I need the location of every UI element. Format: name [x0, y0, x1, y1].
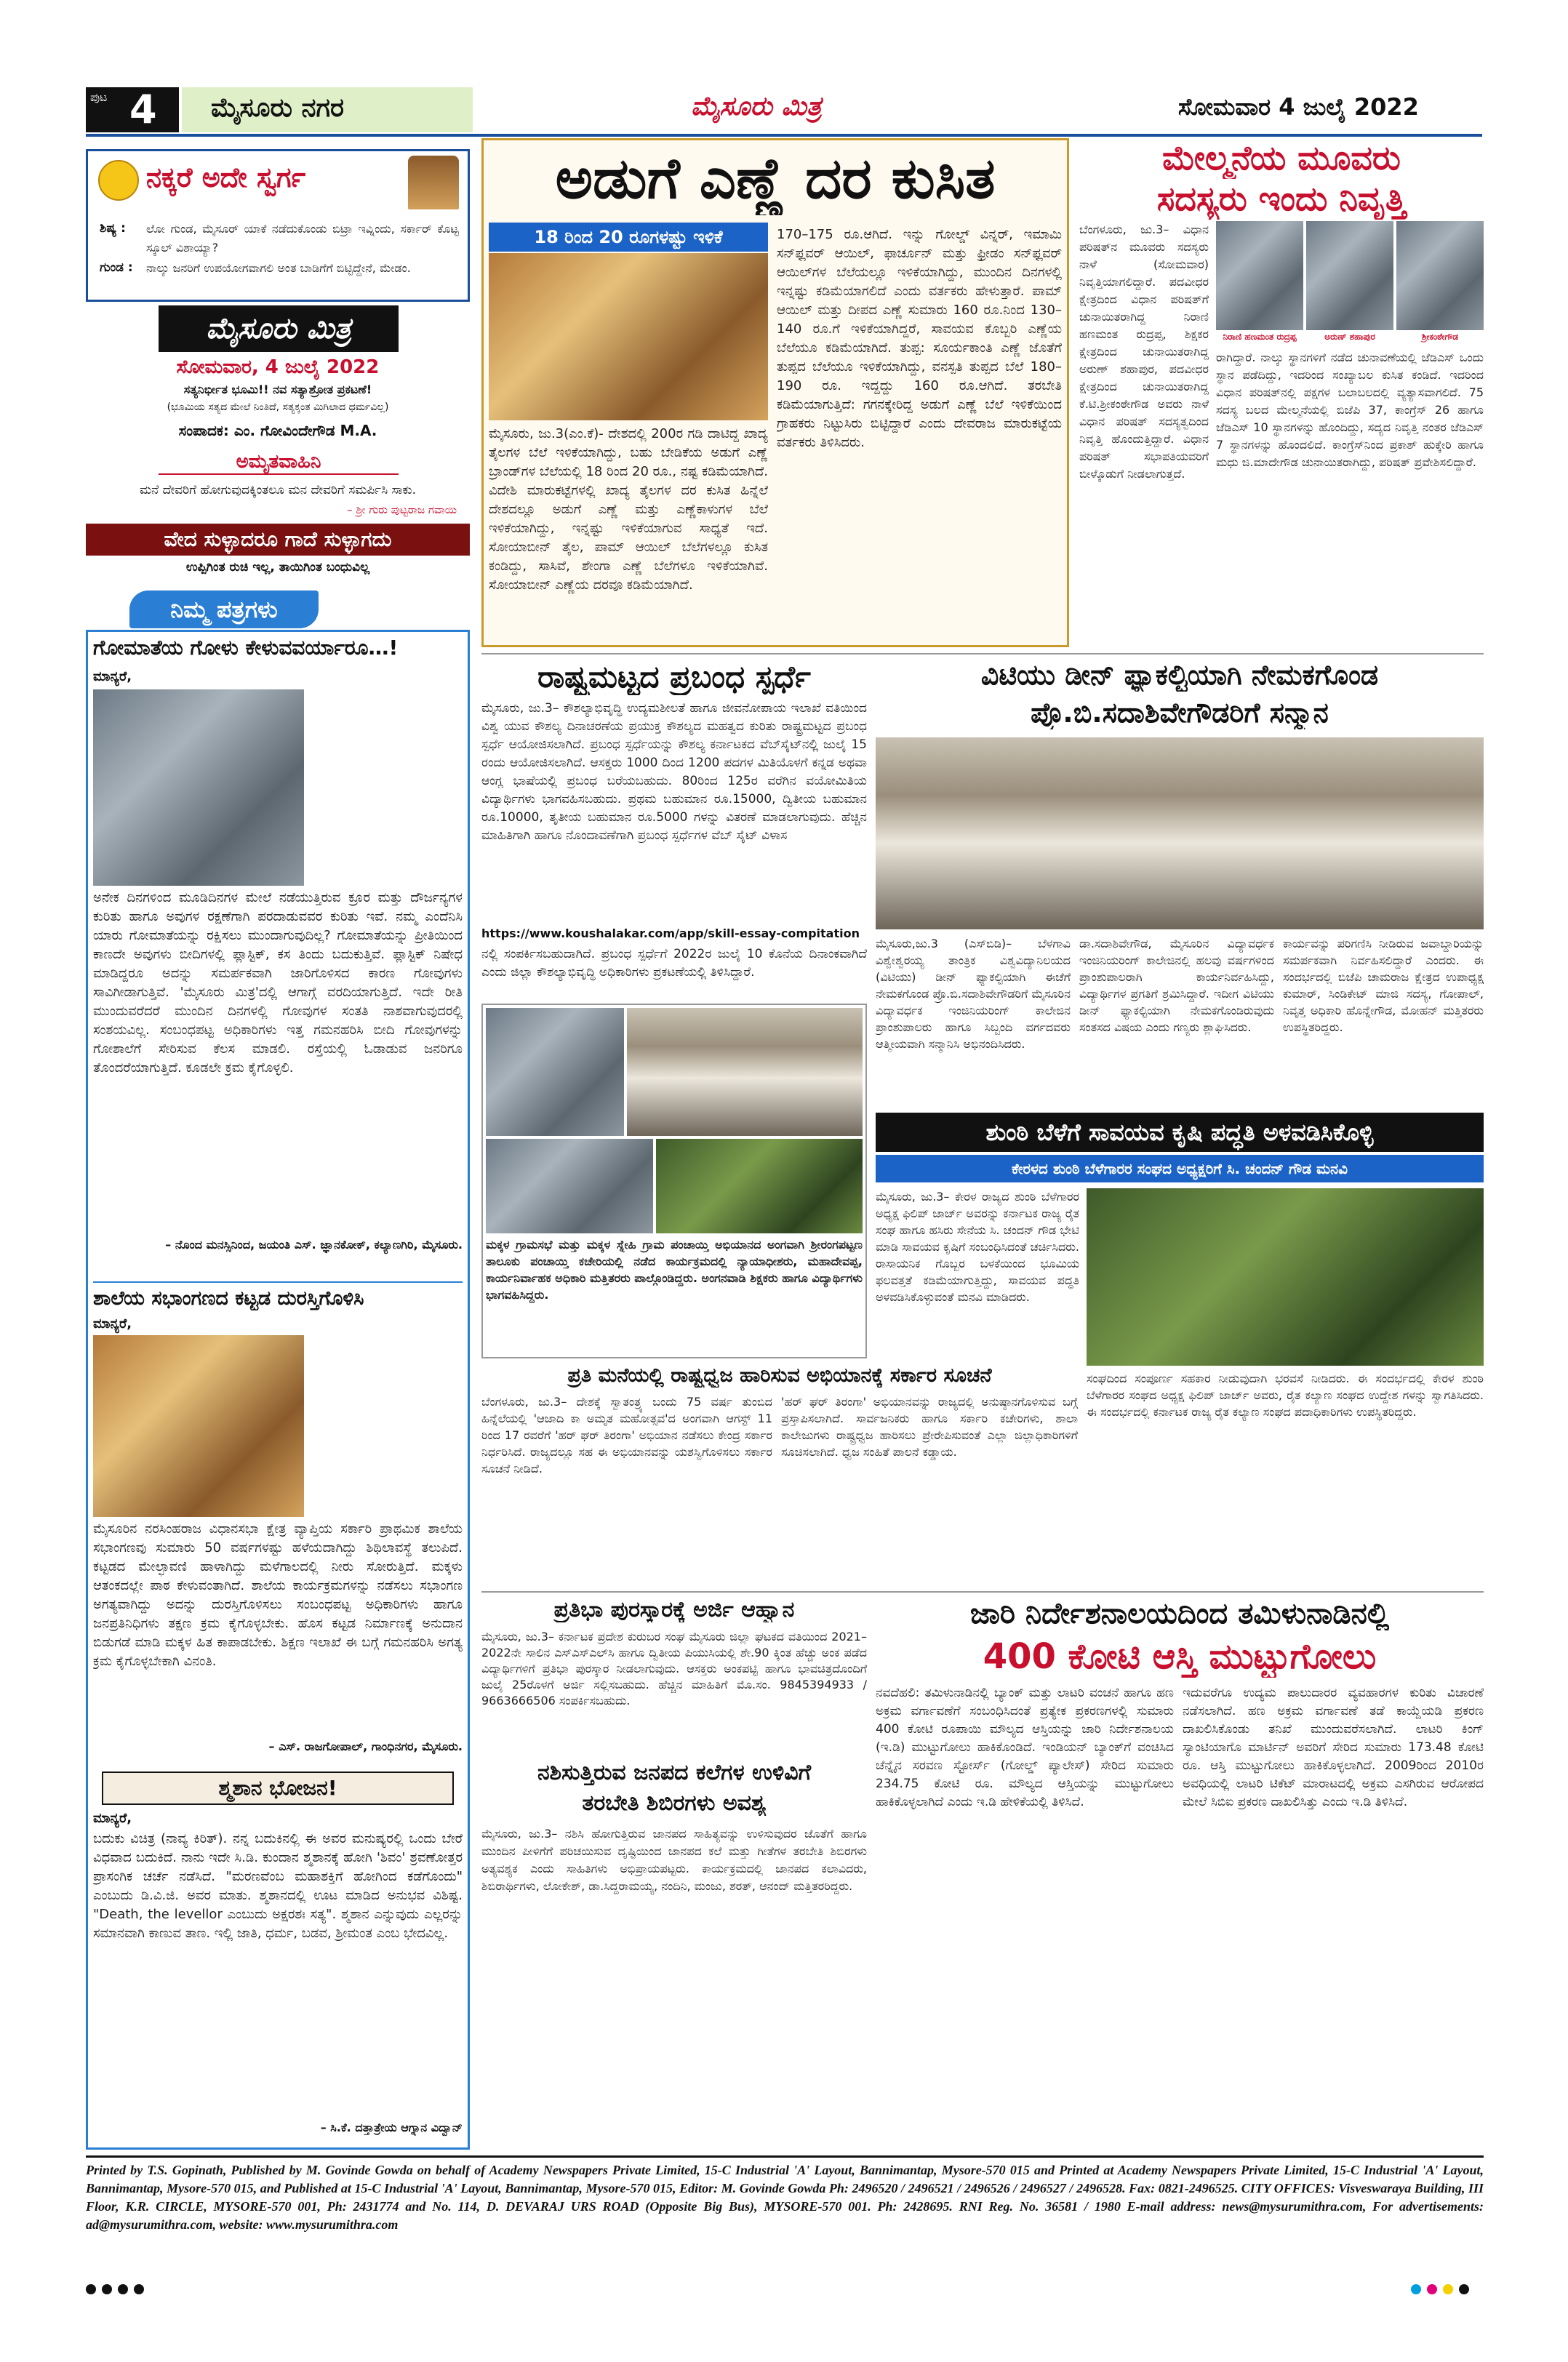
registration-dots-right — [1411, 2283, 1475, 2297]
vtu-col3: ಕಾರ್ಯವನ್ನು ಪರಿಗಣಿಸಿ ನೀಡಿರುವ ಜವಾಬ್ದಾರಿಯನ್ನು ಸಮರ್ಪಕವಾಗಿ ನಿರ್ವಹಿಸಲಿದ್ದಾರೆ ಎಂದರು. ಈ ಸಂದರ್ಭದಲ್ಲಿ ಬಿಜೆಪಿ ಚಾಮರಾಜ ಕ್ಷೇತ್ರದ ಉಪಾಧ್ಯಕ್ಷ ಕುಮಾರ್, ಸಿಂಡಿಕೇಟ್ ಮಾಜಿ ಸದಸ್ಯ, ಗೋಪಾಲ್, ನಿವೃತ್ತ ಅಧಿಕಾರಿ ಹೊನ್ನೇಗೌಡ, ಮೋಹನ್ ಮತ್ತಿತರರು ಉಪಸ್ಥಿತರಿದ್ದರು. — [1283, 937, 1484, 1034]
footer-imprint: Printed by T.S. Gopinath, Published by M. Govinde Gowda on behalf of Academy Newspapers Private Limited, 15-C Industrial 'A' Layout, Bannimantap, Mysore-570 015 and Printed at Academy Newspapers Private Limited, 15-C Industrial 'A' Layout, Bannimantap, Mysore-570 015, and Published at 15-C Industrial 'A' Layout, Bannimantap, Mysore-570 015, Editor: M. Govinde Gowda Ph: 2496520 / 2496521 / 2496526 / 2496527 / 2496528. Fax: 0821-2496525. CITY OFFICES: Visveswaraya Building, III Floor, K.R. CIRCLE, MYSORE-570 001, Ph: 2431774 and No. 114, D. DEVARAJ URS ROAD (Opposite Big Bus), MYSORE-570 001. Ph: 2428695. RNI Reg. No. 36581 / 1980 E-mail address: news@mysurumithra.com, For advertisements: ad@mysurumithra.com, website: www.mysurumithra.com — [86, 2163, 1484, 2232]
essay-url: https://www.koushalakar.com/app/skill-essay-compitation — [481, 926, 860, 940]
organic-col1: ಮೈಸೂರು, ಜು.3– ಕೇರಳ ರಾಜ್ಯದ ಶುಂಠಿ ಬೆಳೆಗಾರರ ಅಧ್ಯಕ್ಷ ಫಿಲಿಪ್ ಜಾರ್ಜ್ ಅವರನ್ನು ಕರ್ನಾಟಕ ರಾಜ್ಯ ರೈತ ಸಂಘ ಹಾಗೂ ಹಸಿರು ಸೇನೆಯ ಸಿ. ಚಂದನ್ ಗೌಡ ಭೇಟಿ ಮಾಡಿ ಸಾವಯವ ಕೃಷಿಗೆ ಸಂಬಂಧಿಸಿದಂತೆ ಚರ್ಚಿಸಿದರು. ರಾಸಾಯನಿಕ ಗೊಬ್ಬರ ಬಳಕೆಯಿಂದ ಭೂಮಿಯ ಫಲವತ್ತತೆ ಕಡಿಮೆಯಾಗುತ್ತಿದ್ದು, ಸಾವಯವ ಪದ್ಧತಿ ಅಳವಡಿಸಿಕೊಳ್ಳುವಂತೆ ಮನವಿ ಮಾಡಿದರು. — [876, 1190, 1079, 1304]
divider-mid-bottom — [481, 1591, 1484, 1593]
info-editor: ಸಂಪಾದಕ: ಎಂ. ಗೋವಿಂದೇಗೌಡ M.A. — [178, 422, 377, 439]
oil-col1: ಮೈಸೂರು, ಜು.3(ಎಂ.ಕೆ)- ದೇಶದಲ್ಲಿ 200ರ ಗಡಿ ದಾಟಿದ್ದ ಖಾದ್ಯ ತೈಲಗಳ ಬೆಲೆ ಇಳಿಕೆಯಾಗಿದ್ದು, ಬಹು ಬೇಡಿಕೆಯ ಅಡುಗೆ ಎಣ್ಣೆ ಬ್ರಾಂಡ್‌ಗಳ ಬೆಲೆಯಲ್ಲಿ 18 ರಿಂದ 20 ರೂ., ನಷ್ಟ ಕಡಿಮೆಯಾಗಿದೆ. ವಿದೇಶಿ ಮಾರುಕಟ್ಟೆಗಳಲ್ಲಿ ಖಾದ್ಯ ತೈಲಗಳ ದರ ಕುಸಿತ ಹಿನ್ನೆಲೆ ದೇಶದಲ್ಲೂ ಅಡುಗೆ ಎಣ್ಣೆ ಮತ್ತು ಎಣ್ಣೆಕಾಳುಗಳ ಬೆಲೆ ಇಳಿಕೆಯಾಗಿದ್ದು, ಇನ್ನಷ್ಟು ಇಳಿಕೆಯಾಗುವ ಸಾಧ್ಯತೆ ಇದೆ. ಸೋಯಾಬೀನ್ ತೈಲ, ಪಾಮ್ ಆಯಿಲ್ ಬೆಲೆಗಳಲ್ಲೂ ಕುಸಿತ ಕಂಡಿದ್ದು, ಸಾಸಿವೆ, ಶೇಂಗಾ ಎಣ್ಣೆ ಬೆಲೆಗಳೂ ಇಳಿಕೆಯಾಗಿವೆ. ಸೋಯಾಬೀನ್ ಎಣ್ಣೆಯ ದರವೂ ಕಡಿಮೆಯಾಗಿದೆ. — [489, 426, 768, 593]
page-number: 4 — [129, 87, 157, 132]
oil-headline: ಅಡುಗೆ ಎಣ್ಣೆ ದರ ಕುಸಿತ — [555, 146, 996, 212]
vtu-col2: ಡಾ.ಸದಾಶಿವೇಗೌಡ, ಮೈಸೂರಿನ ವಿದ್ಯಾವರ್ಧಕ ಇಂಜಿನಿಯರಿಂಗ್ ಕಾಲೇಜಿನಲ್ಲಿ ಹಲವು ವರ್ಷಗಳಿಂದ ಪ್ರಾಂಶುಪಾಲರಾಗಿ ಕಾರ್ಯನಿರ್ವಹಿಸಿದ್ದು, ವಿದ್ಯಾರ್ಥಿಗಳ ಪ್ರಗತಿಗೆ ಶ್ರಮಿಸಿದ್ದಾರೆ. ಇದೀಗ ವಿಟಿಯು ಡೀನ್ ಫ್ಯಾಕಲ್ಟಿಯಾಗಿ ನೇಮಕಗೊಂಡಿರುವುದು ಸಂತಸದ ವಿಷಯ ಎಂದು ಗಣ್ಯರು ಶ್ಲಾಘಿಸಿದರು. — [1079, 937, 1274, 1034]
ed-col1: ನವದೆಹಲಿ: ತಮಿಳುನಾಡಿನಲ್ಲಿ ಬ್ಯಾಂಕ್ ಮತ್ತು ಲಾಟರಿ ವಂಚನೆ ಹಾಗೂ ಹಣ ಅಕ್ರಮ ವರ್ಗಾವಣೆಗೆ ಸಂಬಂಧಿಸಿದಂತೆ ಪ್ರತ್ಯೇಕ ಪ್ರಕರಣಗಳಲ್ಲಿ ಸುಮಾರು 400 ಕೋಟಿ ರೂಪಾಯಿ ಮೌಲ್ಯದ ಆಸ್ತಿಯನ್ನು ಜಾರಿ ನಿರ್ದೇಶನಾಲಯ (ಇ.ಡಿ) ಮುಟ್ಟುಗೋಲು ಹಾಕಿಕೊಂಡಿದೆ. ಇಂಡಿಯನ್ ಬ್ಯಾಂಕ್‌ಗೆ ವಂಚಿಸಿದ ಚೆನ್ನೈನ ಸರವಣ ಸ್ಟೋರ್ಸ್ (ಗೋಲ್ಡ್ ಪ್ಯಾಲೇಸ್) ಸೇರಿದ ಸುಮಾರು 234.75 ಕೋಟಿ ರೂ. ಮೌಲ್ಯದ ಆಸ್ತಿಯನ್ನು ಮುಟ್ಟುಗೋಲು ಹಾಕಿಕೊಳ್ಳಲಾಗಿದೆ ಎಂದು ಇ.ಡಿ ಹೇಳಿಕೆಯಲ್ಲಿ ತಿಳಿಸಿದೆ. — [876, 1686, 1174, 1809]
vtu-headline-line1: ವಿಟಿಯು ಡೀನ್ ಫ್ಯಾಕಲ್ಟಿಯಾಗಿ ನೇಮಕಗೊಂಡ — [980, 659, 1379, 691]
letter2-salutation: ಮಾನ್ಯರೆ, — [93, 1316, 132, 1332]
letter3-headline: ಶ್ಮಶಾನ ಭೋಜನ! — [102, 1772, 454, 1805]
letter3-salutation: ಮಾನ್ಯರೆ, — [93, 1811, 132, 1826]
letter1-signature: – ನೊಂದ ಮನಸ್ಸಿನಿಂದ, ಜಯಂತಿ ಎಸ್. ಜ್ಞಾನಕೋಕ್, ಕಲ್ಯಾಣಗಿರಿ, ಮೈಸೂರು. — [165, 1238, 463, 1252]
collage-photo-1 — [486, 1008, 624, 1136]
letter1-headline: ಗೋಮಾತೆಯ ಗೋಳು ಕೇಳುವವರ್ಯಾರೂ…! — [93, 636, 399, 660]
page-number-box — [86, 87, 179, 132]
collage-photo-2 — [627, 1008, 863, 1136]
scarecrow-icon — [408, 156, 459, 209]
quote-title: ವೇದ ಸುಳ್ಳಾದರೂ ಗಾದೆ ಸುಳ್ಳಾಗದು — [86, 524, 470, 556]
collage-photo-4 — [656, 1139, 863, 1233]
letter2-building-photo — [93, 1335, 304, 1517]
flag-col2: 'ಹರ್ ಘರ್ ತಿರಂಗಾ' ಅಭಿಯಾನವನ್ನು ರಾಜ್ಯದಲ್ಲಿ ಅನುಷ್ಠಾನಗೊಳಿಸುವ ಬಗ್ಗೆ ಪ್ರಸ್ತಾಪಿಸಲಾಗಿದೆ. ಸಾರ್ವಜನಿಕರು ಹಾಗೂ ಸರ್ಕಾರಿ ಕಚೇರಿಗಳು, ಶಾಲಾ ಕಾಲೇಜುಗಳು ರಾಷ್ಟ್ರಧ್ವಜ ಹಾರಿಸಲು ಪ್ರೇರೇಪಿಸುವಂತೆ ಎಲ್ಲಾ ಜಿಲ್ಲಾಧಿಕಾರಿಗಳಿಗೆ ಸೂಚಿಸಲಾಗಿದೆ. ಧ್ವಜ ಸಂಹಿತೆ ಪಾಲನೆ ಕಡ್ಡಾಯ. — [781, 1395, 1078, 1459]
essay-body: ಮೈಸೂರು, ಜು.3– ಕೌಶಲ್ಯಾಭಿವೃದ್ಧಿ ಉದ್ಯಮಶೀಲತೆ ಹಾಗೂ ಜೀವನೋಪಾಯ ಇಲಾಖೆ ವತಿಯಿಂದ ವಿಶ್ವ ಯುವ ಕೌಶಲ್ಯ ದಿನಾಚರಣೆಯ ಪ್ರಯುಕ್ತ ಕೌಶಲ್ಯದ ಮಹತ್ವದ ಕುರಿತು ರಾಷ್ಟ್ರಮಟ್ಟದ ಪ್ರಬಂಧ ಸ್ಪರ್ಧೆ ಆಯೋಜಿಸಲಾಗಿದೆ. ಪ್ರಬಂಧ ಸ್ಪರ್ಧೆಯನ್ನು ಕೌಶಲ್ಯ ಕರ್ನಾಟಕದ ವೆಬ್‌ಸೈಟ್‌ನಲ್ಲಿ ಜುಲೈ 15 ರಂದು ಆಯೋಜಿಸಲಾಗಿದೆ. ಆಸಕ್ತರು 1000 ದಿಂದ 1200 ಪದಗಳ ಮಿತಿಯೊಳಗೆ ಕನ್ನಡ ಅಥವಾ ಆಂಗ್ಲ ಭಾಷೆಯಲ್ಲಿ ಪ್ರಬಂಧ ಬರೆಯಬಹುದು. 80ರಿಂದ 125ರ ವರೆಗಿನ ವಯೋಮಿತಿಯ ವಿದ್ಯಾರ್ಥಿಗಳು ಭಾಗವಹಿಸಬಹುದು. ಪ್ರಥಮ ಬಹುಮಾನ ರೂ.15000, ದ್ವಿತೀಯ ಬಹುಮಾನ ರೂ.10000, ತೃತೀಯ ಬಹುಮಾನ ರೂ.5000 ಗಳನ್ನು ವಿತರಣೆ ಮಾಡಲಾಗುವುದು. ಹೆಚ್ಚಿನ ಮಾಹಿತಿಗಾಗಿ ಹಾಗೂ ನೊಂದಾವಣೆಗಾಗಿ ಪ್ರಬಂಧ ಸ್ಪರ್ಧೆಗಳ ವೆಬ್ ಸೈಟ್ ವಿಳಾಸ — [481, 701, 867, 843]
ed-col2: ಇದುವರೆಗೂ ಉದ್ಯಮ ಪಾಲುದಾರರ ವ್ಯವಹಾರಗಳ ಕುರಿತು ವಿಚಾರಣೆ ನಡೆಸಲಾಗಿದೆ. ಹಣ ಅಕ್ರಮ ವರ್ಗಾವಣೆ ತಡೆ ಕಾಯ್ದೆಯಡಿ ಪ್ರಕರಣ ದಾಖಲಿಸಿಕೊಂಡು ತನಿಖೆ ಮುಂದುವರೆಸಲಾಗಿದೆ. ಲಾಟರಿ ಕಿಂಗ್ ಸ್ಯಾಂಟಿಯಾಗೊ ಮಾರ್ಟಿನ್ ಅವರಿಗೆ ಸೇರಿದ ಸುಮಾರು 173.48 ಕೋಟಿ ರೂ. ಆಸ್ತಿ ಮುಟ್ಟುಗೋಲು ಹಾಕಿಕೊಳ್ಳಲಾಗಿದೆ. 2009ರಿಂದ 2010ರ ಅವಧಿಯಲ್ಲಿ ಲಾಟರಿ ಟಿಕೆಟ್ ಮಾರಾಟದಲ್ಲಿ ಅಕ್ರಮ ಎಸಗಿರುವ ಆರೋಪದ ಮೇಲೆ ಸಿಬಿಐ ಪ್ರಕರಣ ದಾಖಲಿಸಿತ್ತು ಎಂದು ಇ.ಡಿ ತಿಳಿಸಿದೆ. — [1183, 1686, 1484, 1809]
quote-text: ಉಪ್ಪಿಗಿಂತ ರುಚಿ ಇಲ್ಲ, ತಾಯಿಗಿಂತ ಬಂಧುವಿಲ್ಲ — [185, 560, 370, 575]
funny-line2-label: ಗುಂಡ : — [100, 260, 133, 275]
amrutha-author: – ಶ್ರೀ ಗುರು ಪುಟ್ಟರಾಜ ಗವಾಯಿ — [347, 503, 457, 516]
oil-bottles-photo — [489, 253, 768, 420]
footer-rule — [86, 2155, 1484, 2158]
award-body: ಮೈಸೂರು, ಜು.3– ಕರ್ನಾಟಕ ಪ್ರದೇಶ ಕುರುಬರ ಸಂಘ ಮೈಸೂರು ಜಿಲ್ಲಾ ಘಟಕದ ವತಿಯಿಂದ 2021–2022ನೇ ಸಾಲಿನ ಎಸ್‌ಎಸ್‌ಎಲ್‌ಸಿ ಹಾಗೂ ದ್ವಿತೀಯ ಪಿಯುಸಿಯಲ್ಲಿ ಶೇ.90 ಕ್ಕಿಂತ ಹೆಚ್ಚು ಅಂಕ ಪಡೆದ ವಿದ್ಯಾರ್ಥಿಗಳಿಗೆ ಪ್ರತಿಭಾ ಪುರಸ್ಕಾರ ನೀಡಲಾಗುವುದು. ಆಸಕ್ತರು ಅಂಕಪಟ್ಟಿ ಹಾಗೂ ಭಾವಚಿತ್ರದೊಂದಿಗೆ ಜುಲೈ 25ರೊಳಗೆ ಅರ್ಜಿ ಸಲ್ಲಿಸಬಹುದು. ಹೆಚ್ಚಿನ ಮಾಹಿತಿಗೆ ಮೊ.ಸಂ. 9845394933 / 9663666506 ಸಂಪರ್ಕಿಸಬಹುದು. — [481, 1630, 867, 1708]
organic-photo — [1087, 1188, 1484, 1366]
divider-mid-top — [481, 653, 1484, 654]
letter1-salutation: ಮಾನ್ಯರೆ, — [93, 669, 132, 684]
funny-box-title: ನಕ್ಕರೆ ಅದೇ ಸ್ವರ್ಗ — [146, 161, 306, 193]
folk-body: ಮೈಸೂರು, ಜು.3– ನಶಿಸಿ ಹೋಗುತ್ತಿರುವ ಜಾನಪದ ಸಾಹಿತ್ಯವನ್ನು ಉಳಿಸುವುದರ ಜೊತೆಗೆ ಹಾಗೂ ಮುಂದಿನ ಪೀಳಿಗೆಗೆ ಪರಿಚಯಿಸುವ ದೃಷ್ಟಿಯಿಂದ ಜಾನಪದ ಕಲೆ ಮತ್ತು ಗೀತೆಗಳ ತರಬೇತಿ ಶಿಬಿರಗಳು ಅತ್ಯವಶ್ಯಕ ಎಂದು ಸಾಹಿತಿಗಳು ಅಭಿಪ್ರಾಯಪಟ್ಟರು. ಕಾರ್ಯಕ್ರಮದಲ್ಲಿ ಜಾನಪದ ಕಲಾವಿದರು, ಶಿಬಿರಾರ್ಥಿಗಳು, ಲೋಕೇಶ್, ಡಾ.ಸಿದ್ದರಾಮಯ್ಯ, ನಂದಿನಿ, ಮಂಜು, ಶರತ್, ಆನಂದ್ ಮತ್ತಿತರರಿದ್ದರು. — [481, 1827, 867, 1893]
vtu-col1: ಮೈಸೂರು,ಜು.3 (ಎಸ್‌ಬಿಡಿ)– ಬೆಳಗಾವಿ ವಿಶ್ವೇಶ್ವರಯ್ಯ ತಾಂತ್ರಿಕ ವಿಶ್ವವಿದ್ಯಾನಿಲಯದ (ವಿಟಿಯು) ಡೀನ್ ಫ್ಯಾಕಲ್ಟಿಯಾಗಿ ಈಚೆಗೆ ನೇಮಕಗೊಂಡ ಪ್ರೊ.ಬಿ.ಸದಾಶಿವೇಗೌಡರಿಗೆ ಮೈಸೂರಿನ ವಿದ್ಯಾವರ್ಧಕ ಇಂಜಿನಿಯರಿಂಗ್ ಕಾಲೇಜಿನ ಪ್ರಾಂಶುಪಾಲರು ಹಾಗೂ ಸಿಬ್ಬಂದಿ ವರ್ಗದವರು ಆತ್ಮೀಯವಾಗಿ ಸನ್ಮಾನಿಸಿ ಅಭಿನಂದಿಸಿದರು. — [876, 937, 1071, 1051]
funny-line1-text: ಲೋ ಗುಂಡ, ಮೈಸೂರ್ ಯಾಕೆ ನಡೆದುಕೊಂಡು ಬಿಟ್ರಾ ಇವ್ನಿಂದು, ಸರ್ಕಾರ್ ಕೊಟ್ಟ ಸ್ಕೂಲ್ ವಿಶಾಯ್ಯಾ? — [146, 222, 459, 255]
funny-box — [86, 149, 470, 302]
letter3-body: ಬದುಕು ವಿಚಿತ್ರ (ನಾವ್ಯ ಕಿರಿತ್). ನನ್ನ ಬದುಕಿನಲ್ಲಿ ಈ ಅವರ ಮನುಷ್ಯರಲ್ಲಿ ಒಂದು ಬೇರೆ ವಿಧವಾದ ಬದುಕಿದೆ. ನಾನು ಇದೇ ಸಿ.ಡಿ. ಕುಂದಾನ ಶ್ಮಶಾನಕ್ಕೆ ಹೋಗಿ 'ಶಿವಂ' ಶ್ರವಣೋತ್ತರ ಪ್ರಾಸಂಗಿಕ ಚರ್ಚೆ ನಡೆಸಿದೆ. "ಮರಣವೆಂಬ ಮಹಾಶಕ್ತಿಗೆ ಹೋಗಿಂದ ಕಡೆಗೊಂದು" ಎಂಬುದು ಡಿ.ವಿ.ಜಿ. ಅವರ ಮಾತು. ಶ್ಮಶಾನದಲ್ಲಿ ಊಟ ಮಾಡಿದ ಅನುಭವ ವಿಶಿಷ್ಟ. "Death, the levellor ಎಂಬುದು ಅಕ್ಷರಶಃ ಸತ್ಯ". ಶ್ಮಶಾನ ಎನ್ನುವುದು ಎಲ್ಲರನ್ನು ಸಮಾನವಾಗಿ ಕಾಣುವ ತಾಣ. ಇಲ್ಲಿ ಜಾತಿ, ಧರ್ಮ, ಬಡವ, ಶ್ರೀಮಂತ ಎಂಬ ಭೇದವಿಲ್ಲ. — [93, 1831, 463, 1941]
letters-header — [86, 590, 470, 628]
award-headline: ಪ್ರತಿಭಾ ಪುರಸ್ಕಾರಕ್ಕೆ ಅರ್ಜಿ ಆಹ್ವಾನ — [553, 1597, 795, 1622]
folk-headline-line1: ನಶಿಸುತ್ತಿರುವ ಜನಪದ ಕಲೆಗಳ ಉಳಿವಿಗೆ — [537, 1760, 812, 1785]
funny-line2-text: ನಾಲ್ಕು ಜನರಿಗೆ ಉಪಯೋಗವಾಗಲಿ ಅಂತ ಬಾಡಿಗೆಗೆ ಬಿಟ್ಟಿದ್ದೇನೆ, ಮೇಡಂ. — [146, 261, 411, 275]
organic-subhead: ಕೇರಳದ ಶುಂಠಿ ಬೆಳೆಗಾರರ ಸಂಘದ ಅಧ್ಯಕ್ಷರಿಗೆ ಸಿ. ಚಂದನ್ ಗೌಡ ಮನವಿ — [876, 1155, 1484, 1182]
info-tagline: ಸತ್ಯನಿರ್ಭೀತ ಭೂಮಿ!! ನವ ಸತ್ಯಾಶ್ರೋತ ಪ್ರಕಟಣೆ! — [183, 383, 372, 396]
vtu-group-photo — [876, 737, 1484, 929]
letter2-signature: – ಎಸ್. ರಾಜಗೋಪಾಲ್, ಗಾಂಧಿನಗರ, ಮೈಸೂರು. — [268, 1740, 463, 1753]
letter2-body: ಮೈಸೂರಿನ ನರಸಿಂಹರಾಜ ವಿಧಾನಸಭಾ ಕ್ಷೇತ್ರ ವ್ಯಾಪ್ತಿಯ ಸರ್ಕಾರಿ ಪ್ರಾಥಮಿಕ ಶಾಲೆಯ ಸಭಾಂಗಣವು ಸುಮಾರು 50 ವರ್ಷಗಳಷ್ಟು ಹಳೆಯದಾಗಿದ್ದು ಶಿಥಿಲಾವಸ್ಥೆ ತಲುಪಿದೆ. ಕಟ್ಟಡದ ಮೇಲ್ಛಾವಣಿ ಹಾಳಾಗಿದ್ದು ಮಳೆಗಾಲದಲ್ಲಿ ನೀರು ಸೋರುತ್ತಿದೆ. ಮಕ್ಕಳು ಆತಂಕದಲ್ಲೇ ಪಾಠ ಕೇಳುವಂತಾಗಿದೆ. ಶಾಲೆಯ ಕಾರ್ಯಕ್ರಮಗಳನ್ನು ನಡೆಸಲು ಸಭಾಂಗಣ ಅಗತ್ಯವಾಗಿದ್ದು ಅದನ್ನು ದುರಸ್ತಿಗೊಳಿಸಲು ಸಂಬಂಧಪಟ್ಟ ಅಧಿಕಾರಿಗಳು ಹಾಗೂ ಜನಪ್ರತಿನಿಧಿಗಳು ತಕ್ಷಣ ಕ್ರಮ ಕೈಗೊಳ್ಳಬೇಕು. ಹೊಸ ಕಟ್ಟಡ ನಿರ್ಮಾಣಕ್ಕೆ ಅನುದಾನ ಬಿಡುಗಡೆ ಮಾಡಿ ಮಕ್ಕಳ ಹಿತ ಕಾಪಾಡಬೇಕು. ಶಿಕ್ಷಣ ಇಲಾಖೆ ಈ ಬಗ್ಗೆ ಗಮನಹರಿಸಿ ಅಗತ್ಯ ಕ್ರಮ ಕೈಗೊಳ್ಳಬೇಕಾಗಿ ವಿನಂತಿ. — [93, 1521, 463, 1669]
letter3-signature: – ಸಿ.ಕೆ. ದತ್ತಾತ್ರೇಯ ಆಗ್ನಾನ ವಿದ್ವಾನ್ — [320, 2121, 463, 2134]
retire-photo-1 — [1216, 221, 1303, 330]
letter1-body: ಅನೇಕ ದಿನಗಳಿಂದ ಮೂಡಿದಿನಗಳ ಮೇಲೆ ನಡೆಯುತ್ತಿರುವ ಕ್ರೂರ ಮತ್ತು ದೌರ್ಜನ್ಯಗಳ ಕುರಿತು ಹಾಗೂ ಅವುಗಳ ರಕ್ಷಣೆಗಾಗಿ ಪರದಾಡುವವರ ಕುರಿತು ಇವೆ. ನಮ್ಮ ಎಂದೆನಿಸಿ ಯಾರು ಗೋಮಾತೆಯನ್ನು ರಕ್ಷಿಸಲು ಮುಂದಾಗುವುದಿಲ್ಲ? ಗೋಮಾತೆಯನ್ನು ಪ್ರೀತಿಯಿಂದ ಕಾಣದೇ ಅವುಗಳು ಬೀದಿಗಳಲ್ಲಿ ಪ್ಲಾಸ್ಟಿಕ್, ಕಸ ತಿಂದು ಬದುಕುತ್ತಿವೆ. ಪ್ಲಾಸ್ಟಿಕ್ ನಿಷೇಧ ಮಾಡಿದ್ದರೂ ಅದನ್ನು ಸಮರ್ಪಕವಾಗಿ ಜಾರಿಗೊಳಿಸದ ಕಾರಣ ಗೋವುಗಳು ಸಾವಿಗೀಡಾಗುತ್ತಿವೆ. 'ಮೈಸೂರು ಮಿತ್ರ'ದಲ್ಲಿ ಆಗಾಗ್ಗೆ ವರದಿಯಾಗುತ್ತಿದೆ. ಇದೇ ರೀತಿ ಮುಂದುವರೆದರೆ ಮುಂದಿನ ದಿನಗಳಲ್ಲಿ ಗೋವುಗಳ ಸಂತತಿ ನಾಶವಾಗುವುದರಲ್ಲಿ ಸಂಶಯವಿಲ್ಲ. ಸಂಬಂಧಪಟ್ಟ ಅಧಿಕಾರಿಗಳು ಇತ್ತ ಗಮನಹರಿಸಿ ಬೀದಿ ಗೋವುಗಳನ್ನು ಗೋಶಾಲೆಗೆ ಸೇರಿಸುವ ಕೆಲಸ ಮಾಡಲಿ. ರಸ್ತೆಯಲ್ಲಿ ಓಡಾಡುವ ಜನರಿಗೂ ತೊಂದರೆಯಾಗುತ್ತಿದೆ. ಕೂಡಲೇ ಕ್ರಮ ಕೈಗೊಳ್ಳಲಿ. — [93, 890, 463, 1076]
oil-tag: 18 ರಿಂದ 20 ರೂಗಳಷ್ಟು ಇಳಿಕೆ — [489, 223, 768, 252]
collage-caption: ಮಕ್ಕಳ ಗ್ರಾಮಸಭೆ ಮತ್ತು ಮಕ್ಕಳ ಸ್ನೇಹಿ ಗ್ರಾಮ ಪಂಚಾಯ್ತಿ ಅಭಿಯಾನದ ಅಂಗವಾಗಿ ಶ್ರೀರಂಗಪಟ್ಟಣ ತಾಲೂಕು ಪಂಚಾಯ್ತಿ ಕಚೇರಿಯಲ್ಲಿ ನಡೆದ ಕಾರ್ಯಕ್ರಮದಲ್ಲಿ ನ್ಯಾಯಾಧೀಶರು, ಮಹಾದೇವಪ್ಪ, ಕಾರ್ಯನಿರ್ವಾಹಕ ಅಧಿಕಾರಿ ಮತ್ತಿತರರು ಪಾಲ್ಗೊಂಡಿದ್ದರು. ಅಂಗನವಾಡಿ ಶಿಕ್ಷಕರು ಹಾಗೂ ವಿದ್ಯಾರ್ಥಿಗಳು ಭಾಗವಹಿಸಿದ್ದರು. — [486, 1238, 863, 1302]
masthead-date: ಸೋಮವಾರ 4 ಜುಲೈ 2022 — [1178, 93, 1419, 121]
vtu-headline-line2: ಪ್ರೊ.ಬಿ.ಸದಾಶಿವೇಗೌಡರಿಗೆ ಸನ್ಮಾನ — [1031, 697, 1329, 729]
amrutha-title: ಅಮೃತವಾಹಿನಿ — [159, 451, 399, 475]
section-name: ಮೈಸೂರು ನಗರ — [211, 93, 345, 123]
section-name-box — [182, 87, 473, 132]
info-logo: ಮೈಸೂರು ಮಿತ್ರ — [159, 305, 399, 352]
retire-caption-2: ಅರುಣ್ ಶಹಾಪುರ — [1324, 332, 1375, 342]
letter2-headline: ಶಾಲೆಯ ಸಭಾಂಗಣದ ಕಟ್ಟಡ ದುರಸ್ತಿಗೊಳಿಸಿ — [93, 1281, 463, 1310]
ed-headline-line1: ಜಾರಿ ನಿರ್ದೇಶನಾಲಯದಿಂದ ತಮಿಳುನಾಡಿನಲ್ಲಿ — [969, 1597, 1390, 1630]
flag-headline: ಪ್ರತಿ ಮನೆಯಲ್ಲಿ ರಾಷ್ಟ್ರಧ್ವಜ ಹಾರಿಸುವ ಅಭಿಯಾನಕ್ಕೆ ಸರ್ಕಾರ ಸೂಚನೆ — [567, 1364, 992, 1387]
organic-headline: ಶುಂಠಿ ಬೆಳೆಗೆ ಸಾವಯವ ಕೃಷಿ ಪದ್ಧತಿ ಅಳವಡಿಸಿಕೊಳ್ಳಿ — [876, 1113, 1484, 1152]
laugh-icon — [98, 160, 139, 201]
retire-headline-line1: ಮೇಲ್ಮನೆಯ ಮೂವರು — [1162, 138, 1401, 177]
essay-body-end: ನಲ್ಲಿ ಸಂಪರ್ಕಿಸಬಹುದಾಗಿದೆ. ಪ್ರಬಂಧ ಸ್ಪರ್ಧೆಗೆ 2022ರ ಜುಲೈ 10 ಕೊನೆಯ ದಿನಾಂಕವಾಗಿದೆ ಎಂದು ಜಿಲ್ಲಾ ಕೌಶಲ್ಯಾಭಿವೃದ್ಧಿ ಅಧಿಕಾರಿಗಳು ಪ್ರಕಟಣೆಯಲ್ಲಿ ತಿಳಿಸಿದ್ದಾರೆ. — [481, 947, 867, 980]
organic-col2: ಸಂಘದಿಂದ ಸಂಪೂರ್ಣ ಸಹಕಾರ ನೀಡುವುದಾಗಿ ಭರವಸೆ ನೀಡಿದರು. ಈ ಸಂದರ್ಭದಲ್ಲಿ ಕೇರಳ ಶುಂಠಿ ಬೆಳೆಗಾರರ ಸಂಘದ ಅಧ್ಯಕ್ಷ ಫಿಲಿಪ್ ಜಾರ್ಜ್ ಅವರು, ರೈತ ಕಲ್ಯಾಣ ಸಂಘದ ಉದ್ದೇಶ ಗಳನ್ನು ಸ್ವಾಗತಿಸಿದರು. ಈ ಸಂದರ್ಭದಲ್ಲಿ ಕರ್ನಾಟಕ ರಾಜ್ಯ ರೈತ ಕಲ್ಯಾಣ ಸಂಘದ ಪದಾಧಿಕಾರಿಗಳು ಉಪಸ್ಥಿತರಿದ್ದರು. — [1087, 1372, 1484, 1419]
masthead-rule — [86, 134, 1482, 137]
letter1-cows-photo — [93, 689, 304, 886]
letters-title: ನಿಮ್ಮ ಪತ್ರಗಳು — [129, 590, 319, 628]
retire-caption-1: ನಿರಾಣಿ ಹಣಮಂತ ರುದ್ರಪ್ಪ — [1223, 332, 1297, 342]
retire-photo-2 — [1306, 221, 1393, 330]
oil-col2: 170–175 ರೂ.ಆಗಿದೆ. ಇನ್ನು ಗೋಲ್ಡ್ ವಿನ್ನರ್, ಇಮಾಮಿ ಸನ್‌ಫ್ಲವರ್ ಆಯಿಲ್, ಫಾರ್ಚೂನ್ ಮತ್ತು ಫ್ರೀಡಂ ಸನ್‌ಫ್ಲವರ್ ಆಯಿಲ್‌ಗಳ ಬೆಲೆಯಲ್ಲೂ ಇಳಿಕೆಯಾಗಿದ್ದು, ಮುಂದಿನ ದಿನಗಳಲ್ಲಿ ಇನ್ನಷ್ಟು ಕಡಿಮೆಯಾಗಲಿದೆ ಎಂದು ವರ್ತಕರು ಹೇಳುತ್ತಾರೆ. ಪಾಮ್ ಆಯಿಲ್ ಮತ್ತು ದೀಪದ ಎಣ್ಣೆ ಸುಮಾರು 160 ರೂ.ನಿಂದ 130–140 ರೂ.ಗೆ ಇಳಿಕೆಯಾಗಿದ್ದರೆ, ಸಾವಯವ ಕೊಬ್ಬರಿ ಎಣ್ಣೆಯ ಬೆಲೆಯೂ ಕಡಿಮೆಯಾಗಿದೆ. ತುಪ್ಪ: ಸೂರ್ಯಕಾಂತಿ ಎಣ್ಣೆ ಜೊತೆಗೆ ತುಪ್ಪದ ಬೆಲೆಯೂ ಇಳಿಕೆಯಾಗಿದ್ದು, ವನಸ್ಪತಿ ತುಪ್ಪದ ಬೆಲೆ 180–190 ರೂ. ಇದ್ದದ್ದು 160 ರೂ.ಆಗಿದೆ. ತರಬೇತಿ ಕಡಿಮೆಯಾಗುತ್ತಿದೆ: ಗಗನಕ್ಕೇರಿದ್ದ ಅಡುಗೆ ಎಣ್ಣೆ ಬೆಲೆ ಇಳಿಕೆಯಿಂದ ಗ್ರಾಹಕರು ನಿಟ್ಟುಸಿರು ಬಿಟ್ಟಿದ್ದಾರೆ ಎಂದು ದೇವರಾಜ ಮಾರುಕಟ್ಟೆಯ ವರ್ತಕರು ತಿಳಿಸಿದರು. — [777, 227, 1062, 450]
flag-col1: ಬೆಂಗಳೂರು, ಜು.3– ದೇಶಕ್ಕೆ ಸ್ವಾತಂತ್ರ್ಯ ಬಂದು 75 ವರ್ಷ ತುಂಬಿದ ಹಿನ್ನೆಲೆಯಲ್ಲಿ 'ಆಜಾದಿ ಕಾ ಅಮೃತ ಮಹೋತ್ಸವ'ದ ಅಂಗವಾಗಿ ಆಗಸ್ಟ್ 11 ರಿಂದ 17 ರವರೆಗೆ 'ಹರ್ ಘರ್ ತಿರಂಗಾ' ಅಭಿಯಾನ ನಡೆಸಲು ಕೇಂದ್ರ ಸರ್ಕಾರ ನಿರ್ಧರಿಸಿದೆ. ರಾಜ್ಯದಲ್ಲೂ ಸಹ ಈ ಅಭಿಯಾನವನ್ನು ಯಶಸ್ವಿಗೊಳಿಸಲು ಸರ್ಕಾರ ಸೂಚನೆ ನೀಡಿದೆ. — [481, 1395, 772, 1476]
registration-dots-left — [86, 2283, 150, 2297]
collage-photo-3 — [486, 1139, 653, 1233]
folk-headline-line2: ತರಬೇತಿ ಶಿಬಿರಗಳು ಅವಶ್ಯ — [582, 1790, 767, 1816]
retire-col2: ರಾಗಿದ್ದಾರೆ. ನಾಲ್ಕು ಸ್ಥಾನಗಳಿಗೆ ನಡೆದ ಚುನಾವಣೆಯಲ್ಲಿ ಜೆಡಿಎಸ್ ಒಂದು ಸ್ಥಾನ ಪಡೆದಿದ್ದು, ಇದರಿಂದ ಸಂಖ್ಯಾಬಲ ಕುಸಿತ ಕಂಡಿದೆ. ಇದರಿಂದ ವಿಧಾನ ಪರಿಷತ್‌ನಲ್ಲಿ ಪಕ್ಷಗಳ ಬಲಾಬಲದಲ್ಲಿ ವ್ಯತ್ಯಾಸವಾಗಲಿದೆ. 75 ಸದಸ್ಯ ಬಲದ ಮೇಲ್ಮನೆಯಲ್ಲಿ ಬಿಜೆಪಿ 37, ಕಾಂಗ್ರೆಸ್ 26 ಹಾಗೂ ಜೆಡಿಎಸ್ 10 ಸ್ಥಾನಗಳನ್ನು ಹೊಂದಿದ್ದು, ಸದ್ಯದ ನಿವೃತ್ತಿ ನಂತರ ಜೆಡಿಎಸ್ 7 ಸ್ಥಾನಗಳನ್ನು ಹೊಂದಲಿದೆ. ಕಾಂಗ್ರೆಸ್‌ನಿಂದ ಪ್ರಕಾಶ್ ಹುಕ್ಕೇರಿ ಹಾಗೂ ಮಧು ಜಿ.ಮಾದೇಗೌಡ ಚುನಾಯಿತರಾಗಿದ್ದು, ಪರಿಷತ್ ಪ್ರವೇಶಿಸಲಿದ್ದಾರೆ. — [1216, 351, 1484, 469]
info-sub-tagline: (ಭೂಮಿಯ ಸತ್ಯದ ಮೇಲೆ ನಿಂತಿದೆ, ಸತ್ಯಕ್ಕಂತ ಮಿಗಿಲಾದ ಧರ್ಮವಿಲ್ಲ) — [167, 401, 389, 413]
retire-photo-3 — [1396, 221, 1484, 330]
retire-headline-line2: ಸದಸ್ಯರು ಇಂದು ನಿವೃತ್ತಿ — [1156, 179, 1407, 218]
page-label: ಪುಟ — [90, 90, 108, 104]
info-box — [86, 305, 470, 582]
retire-caption-3: ಶ್ರೀಕಂಠೇಗೌಡ — [1421, 332, 1459, 342]
amrutha-text: ಮನೆ ದೇವರಿಗೆ ಹೋಗುವುದಕ್ಕಿಂತಲೂ ಮನ ದೇವರಿಗೆ ಸಮರ್ಪಿಸಿ ಸಾಕು. — [139, 483, 417, 497]
essay-headline: ರಾಷ್ಟ್ರಮಟ್ಟದ ಪ್ರಬಂಧ ಸ್ಪರ್ಧೆ — [537, 659, 811, 694]
info-date: ಸೋಮವಾರ, 4 ಜುಲೈ 2022 — [176, 356, 380, 378]
retire-col1: ಬೆಂಗಳೂರು, ಜು.3– ವಿಧಾನ ಪರಿಷತ್‌ನ ಮೂವರು ಸದಸ್ಯರು ನಾಳೆ (ಸೋಮವಾರ) ನಿವೃತ್ತಿಯಾಗಲಿದ್ದಾರೆ. ಪದವೀಧರ ಕ್ಷೇತ್ರದಿಂದ ವಿಧಾನ ಪರಿಷತ್‌ಗೆ ಚುನಾಯಿತರಾಗಿದ್ದ ನಿರಾಣಿ ಹಣಮಂತ ರುದ್ರಪ್ಪ, ಶಿಕ್ಷಕರ ಕ್ಷೇತ್ರದಿಂದ ಚುನಾಯಿತರಾಗಿದ್ದ ಅರುಣ್ ಶಹಾಪುರ, ಪದವೀಧರ ಕ್ಷೇತ್ರದಿಂದ ಚುನಾಯಿತರಾಗಿದ್ದ ಕೆ.ಟಿ.ಶ್ರೀಕಂಠೇಗೌಡ ಅವರು ನಾಳೆ ವಿಧಾನ ಪರಿಷತ್ ಸದಸ್ಯತ್ವದಿಂದ ನಿವೃತ್ತಿ ಹೊಂದುತ್ತಿದ್ದಾರೆ. ವಿಧಾನ ಪರಿಷತ್ ಸಭಾಪತಿಯವರಿಗೆ ಬೀಳ್ಕೊಡುಗೆ ನೀಡಲಾಗುತ್ತದೆ. — [1079, 223, 1209, 481]
funny-line1-label: ಶಿಷ್ಯ : — [100, 221, 126, 236]
paper-name: ಮೈಸೂರು ಮಿತ್ರ — [691, 92, 822, 121]
ed-headline-line2: 400 ಕೋಟಿ ಆಸ್ತಿ ಮುಟ್ಟುಗೋಲು — [983, 1636, 1377, 1677]
